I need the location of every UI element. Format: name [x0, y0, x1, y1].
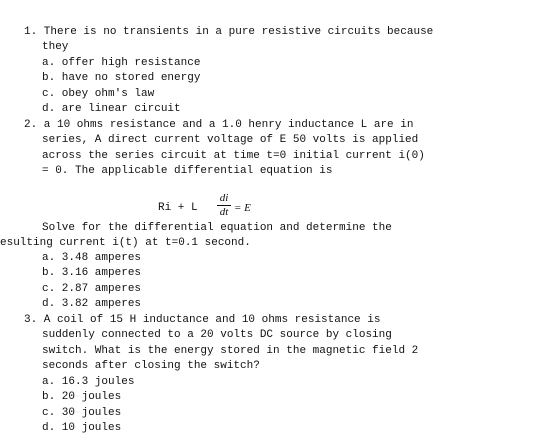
question-1-option-b: b. have no stored energy	[42, 72, 201, 84]
fraction-numerator: di	[219, 192, 229, 204]
derivative-fraction	[216, 192, 232, 219]
question-3-option-b: b. 20 joules	[42, 391, 122, 403]
question-2-text: 2. a 10 ohms resistance and a 1.0 henry inductance L are in	[24, 119, 414, 131]
equation-rhs: = E	[234, 202, 251, 214]
question-2-solve-text: Solve for the differential equation and determine the	[42, 222, 392, 234]
question-3-option-d: d. 10 joules	[42, 422, 122, 434]
question-1-option-a: a. offer high resistance	[42, 57, 201, 69]
question-2-option-c: c. 2.87 amperes	[42, 283, 142, 295]
question-2-text-cont-1: series, A direct current voltage of E 50 volts is applied	[42, 134, 419, 146]
question-2-text-cont-2: across the series circuit at time t=0 initial current i(0)	[42, 150, 425, 162]
equation-lhs: Ri + L	[158, 202, 198, 214]
question-2-solve-text-cont: esulting current i(t) at t=0.1 second.	[0, 237, 251, 249]
question-3-option-a: a. 16.3 joules	[42, 376, 135, 388]
question-1-text: 1. There is no transients in a pure resistive circuits because	[24, 26, 434, 38]
question-3-text-cont-3: seconds after closing the switch?	[42, 360, 260, 372]
question-2-option-d: d. 3.82 amperes	[42, 298, 142, 310]
question-3-option-c: c. 30 joules	[42, 407, 122, 419]
question-3-text-cont-1: suddenly connected to a 20 volts DC source by closing	[42, 329, 392, 341]
question-3-text-cont-2: switch. What is the energy stored in the magnetic field 2	[42, 345, 419, 357]
question-3-text: 3. A coil of 15 H inductance and 10 ohms resistance is	[24, 314, 381, 326]
question-1-option-c: c. obey ohm's law	[42, 88, 155, 100]
question-1-text-cont: they	[42, 41, 69, 53]
question-2-option-a: a. 3.48 amperes	[42, 252, 142, 264]
question-2-option-b: b. 3.16 amperes	[42, 267, 142, 279]
question-1-option-d: d. are linear circuit	[42, 103, 181, 115]
fraction-denominator: dt	[219, 206, 229, 218]
question-2-text-cont-3: = 0. The applicable differential equation is	[42, 165, 333, 177]
